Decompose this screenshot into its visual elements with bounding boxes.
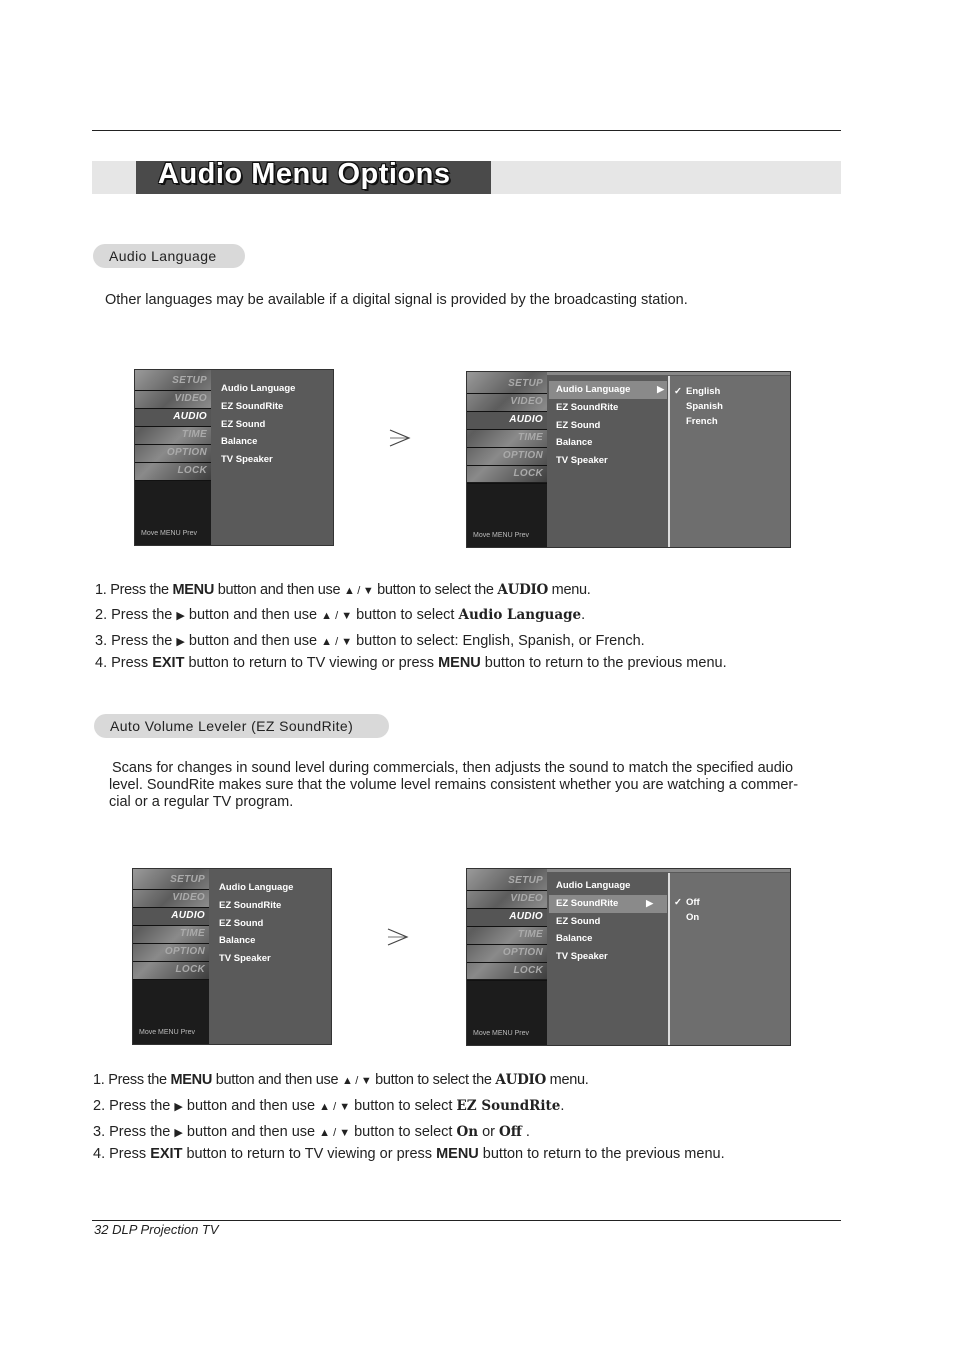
osd-item: EZ Sound <box>556 419 601 431</box>
osd-item: TV Speaker <box>219 953 271 965</box>
osd-option-off: ✓ Off <box>674 897 700 908</box>
step-2: 2. Press the ▶ button and then use ▲ / ▼ button to select EZ SoundRite. <box>93 1098 565 1114</box>
osd-item: EZ SoundRite <box>556 401 619 413</box>
up-arrow-icon: ▲ <box>319 1127 331 1139</box>
right-arrow-icon: ▶ <box>176 610 185 622</box>
step-4: 4. Press EXIT button to return to TV viewing or press MENU button to return to the previous menu. <box>93 1146 725 1162</box>
osd-side-audio: AUDIO <box>135 409 211 427</box>
right-arrow-icon: ▶ <box>176 636 185 648</box>
osd-item: Balance <box>556 437 593 449</box>
osd-side-video: VIDEO <box>467 394 547 412</box>
osd-side-time: TIME <box>467 927 547 945</box>
osd-item-selected: EZ SoundRite ▶ <box>549 895 667 913</box>
osd-option-french: French <box>686 416 718 427</box>
osd-item: Audio Language <box>556 880 631 891</box>
osd-footer: Move MENU Prev <box>141 530 198 537</box>
osd-screen-audio-language <box>466 371 791 548</box>
osd-item: EZ SoundRite <box>219 899 282 911</box>
osd-side-video: VIDEO <box>133 890 209 908</box>
step-1: 1. Press the MENU button and then use ▲ / ▼ button to select the AUDIO menu. <box>93 1072 589 1088</box>
osd-option-on: On <box>686 912 700 923</box>
osd-menu-list <box>219 879 293 968</box>
osd-sidebar <box>133 869 209 1044</box>
osd-item: Audio Language <box>219 882 294 893</box>
step-1: 1. Press the MENU button and then use ▲ / ▼ button to select the AUDIO menu. <box>95 582 591 598</box>
osd-item-selected: Audio Language ▶ <box>549 381 667 399</box>
osd-side-audio: AUDIO <box>133 908 209 926</box>
osd-side-time: TIME <box>135 427 211 445</box>
section-paragraph: Other languages may be available if a digital signal is provided by the broadcasting station. <box>105 292 688 308</box>
bottom-rule <box>92 1220 841 1221</box>
step-4: 4. Press EXIT button to return to TV viewing or press MENU button to return to the previous menu. <box>95 655 727 671</box>
osd-item: Balance <box>219 935 256 947</box>
down-arrow-icon: ▼ <box>362 585 374 597</box>
section-pill-audio-language: Audio Language <box>93 244 245 268</box>
osd-side-video: VIDEO <box>135 391 211 409</box>
osd-side-time: TIME <box>133 926 209 944</box>
osd-option-english: ✓ English <box>674 386 721 397</box>
down-arrow-icon: ▼ <box>360 1075 372 1087</box>
osd-sidebar <box>467 869 547 1045</box>
osd-side-lock: LOCK <box>467 963 547 981</box>
osd-menu-list <box>549 381 667 470</box>
osd-screen-audio-menu <box>134 369 334 546</box>
step-3: 3. Press the ▶ button and then use ▲ / ▼ button to select: English, Spanish, or French. <box>95 633 645 649</box>
section-paragraph: Scans for changes in sound level during commercials, then adjusts the sound to match the specified audio level. SoundRite makes sure that the volume level remains consistent whether you are watching a commer-cial or a regular TV program. <box>109 760 799 810</box>
osd-side-audio: AUDIO <box>467 909 547 927</box>
osd-side-setup: SETUP <box>135 373 211 391</box>
section-pill-ez-soundrite: Auto Volume Leveler (EZ SoundRite) <box>94 714 389 738</box>
osd-option-spanish: Spanish <box>686 401 723 412</box>
osd-side-time: TIME <box>467 430 547 448</box>
osd-side-video: VIDEO <box>467 891 547 909</box>
osd-side-lock: LOCK <box>133 962 209 980</box>
up-arrow-icon: ▲ <box>319 1101 331 1113</box>
up-arrow-icon: ▲ <box>321 636 333 648</box>
osd-item: EZ SoundRite <box>221 400 284 412</box>
osd-item: TV Speaker <box>556 951 608 963</box>
right-arrow-icon: ▶ <box>174 1101 183 1113</box>
right-arrow-icon: ▶ <box>657 384 664 394</box>
osd-item: EZ Sound <box>556 915 601 927</box>
up-arrow-icon: ▲ <box>341 1075 353 1087</box>
page-title: Audio Menu Options <box>158 158 451 190</box>
osd-menu-list <box>221 380 295 469</box>
top-rule <box>92 130 841 131</box>
osd-menu-list <box>549 877 667 966</box>
osd-side-setup: SETUP <box>133 872 209 890</box>
step-2: 2. Press the ▶ button and then use ▲ / ▼ button to select Audio Language. <box>95 607 586 623</box>
step-arrow-icon <box>388 428 412 448</box>
osd-side-option: OPTION <box>467 945 547 963</box>
osd-side-option: OPTION <box>135 445 211 463</box>
right-arrow-icon: ▶ <box>646 897 653 908</box>
check-icon: ✓ <box>674 386 682 397</box>
osd-item: Audio Language <box>221 383 296 394</box>
osd-sidebar <box>135 370 211 545</box>
osd-item: TV Speaker <box>221 454 273 466</box>
down-arrow-icon: ▼ <box>339 1101 351 1113</box>
right-arrow-icon: ▶ <box>174 1127 183 1139</box>
osd-item: Balance <box>556 933 593 945</box>
osd-item: EZ Sound <box>221 418 266 430</box>
osd-footer: Move MENU Prev <box>139 1029 196 1036</box>
down-arrow-icon: ▼ <box>341 610 353 622</box>
osd-item: Balance <box>221 436 258 448</box>
osd-sidebar <box>467 372 547 547</box>
osd-side-option: OPTION <box>467 448 547 466</box>
down-arrow-icon: ▼ <box>341 636 353 648</box>
osd-footer: Move MENU Prev <box>473 1030 530 1037</box>
osd-side-audio: AUDIO <box>467 412 547 430</box>
step-arrow-icon <box>386 927 410 947</box>
step-3: 3. Press the ▶ button and then use ▲ / ▼ button to select On or Off . <box>93 1124 530 1140</box>
osd-side-setup: SETUP <box>467 376 547 394</box>
osd-screen-audio-menu <box>132 868 332 1045</box>
osd-side-setup: SETUP <box>467 873 547 891</box>
up-arrow-icon: ▲ <box>321 610 333 622</box>
osd-submenu-onoff <box>668 873 790 1045</box>
osd-item: TV Speaker <box>556 455 608 467</box>
osd-footer: Move MENU Prev <box>473 532 530 539</box>
osd-submenu-languages <box>668 376 790 547</box>
page-footer: 32 DLP Projection TV <box>94 1222 219 1237</box>
check-icon: ✓ <box>674 897 682 908</box>
down-arrow-icon: ▼ <box>339 1127 351 1139</box>
up-arrow-icon: ▲ <box>343 585 355 597</box>
osd-side-lock: LOCK <box>467 466 547 484</box>
osd-screen-ez-soundrite <box>466 868 791 1046</box>
osd-side-lock: LOCK <box>135 463 211 481</box>
osd-item: EZ Sound <box>219 917 264 929</box>
osd-side-option: OPTION <box>133 944 209 962</box>
